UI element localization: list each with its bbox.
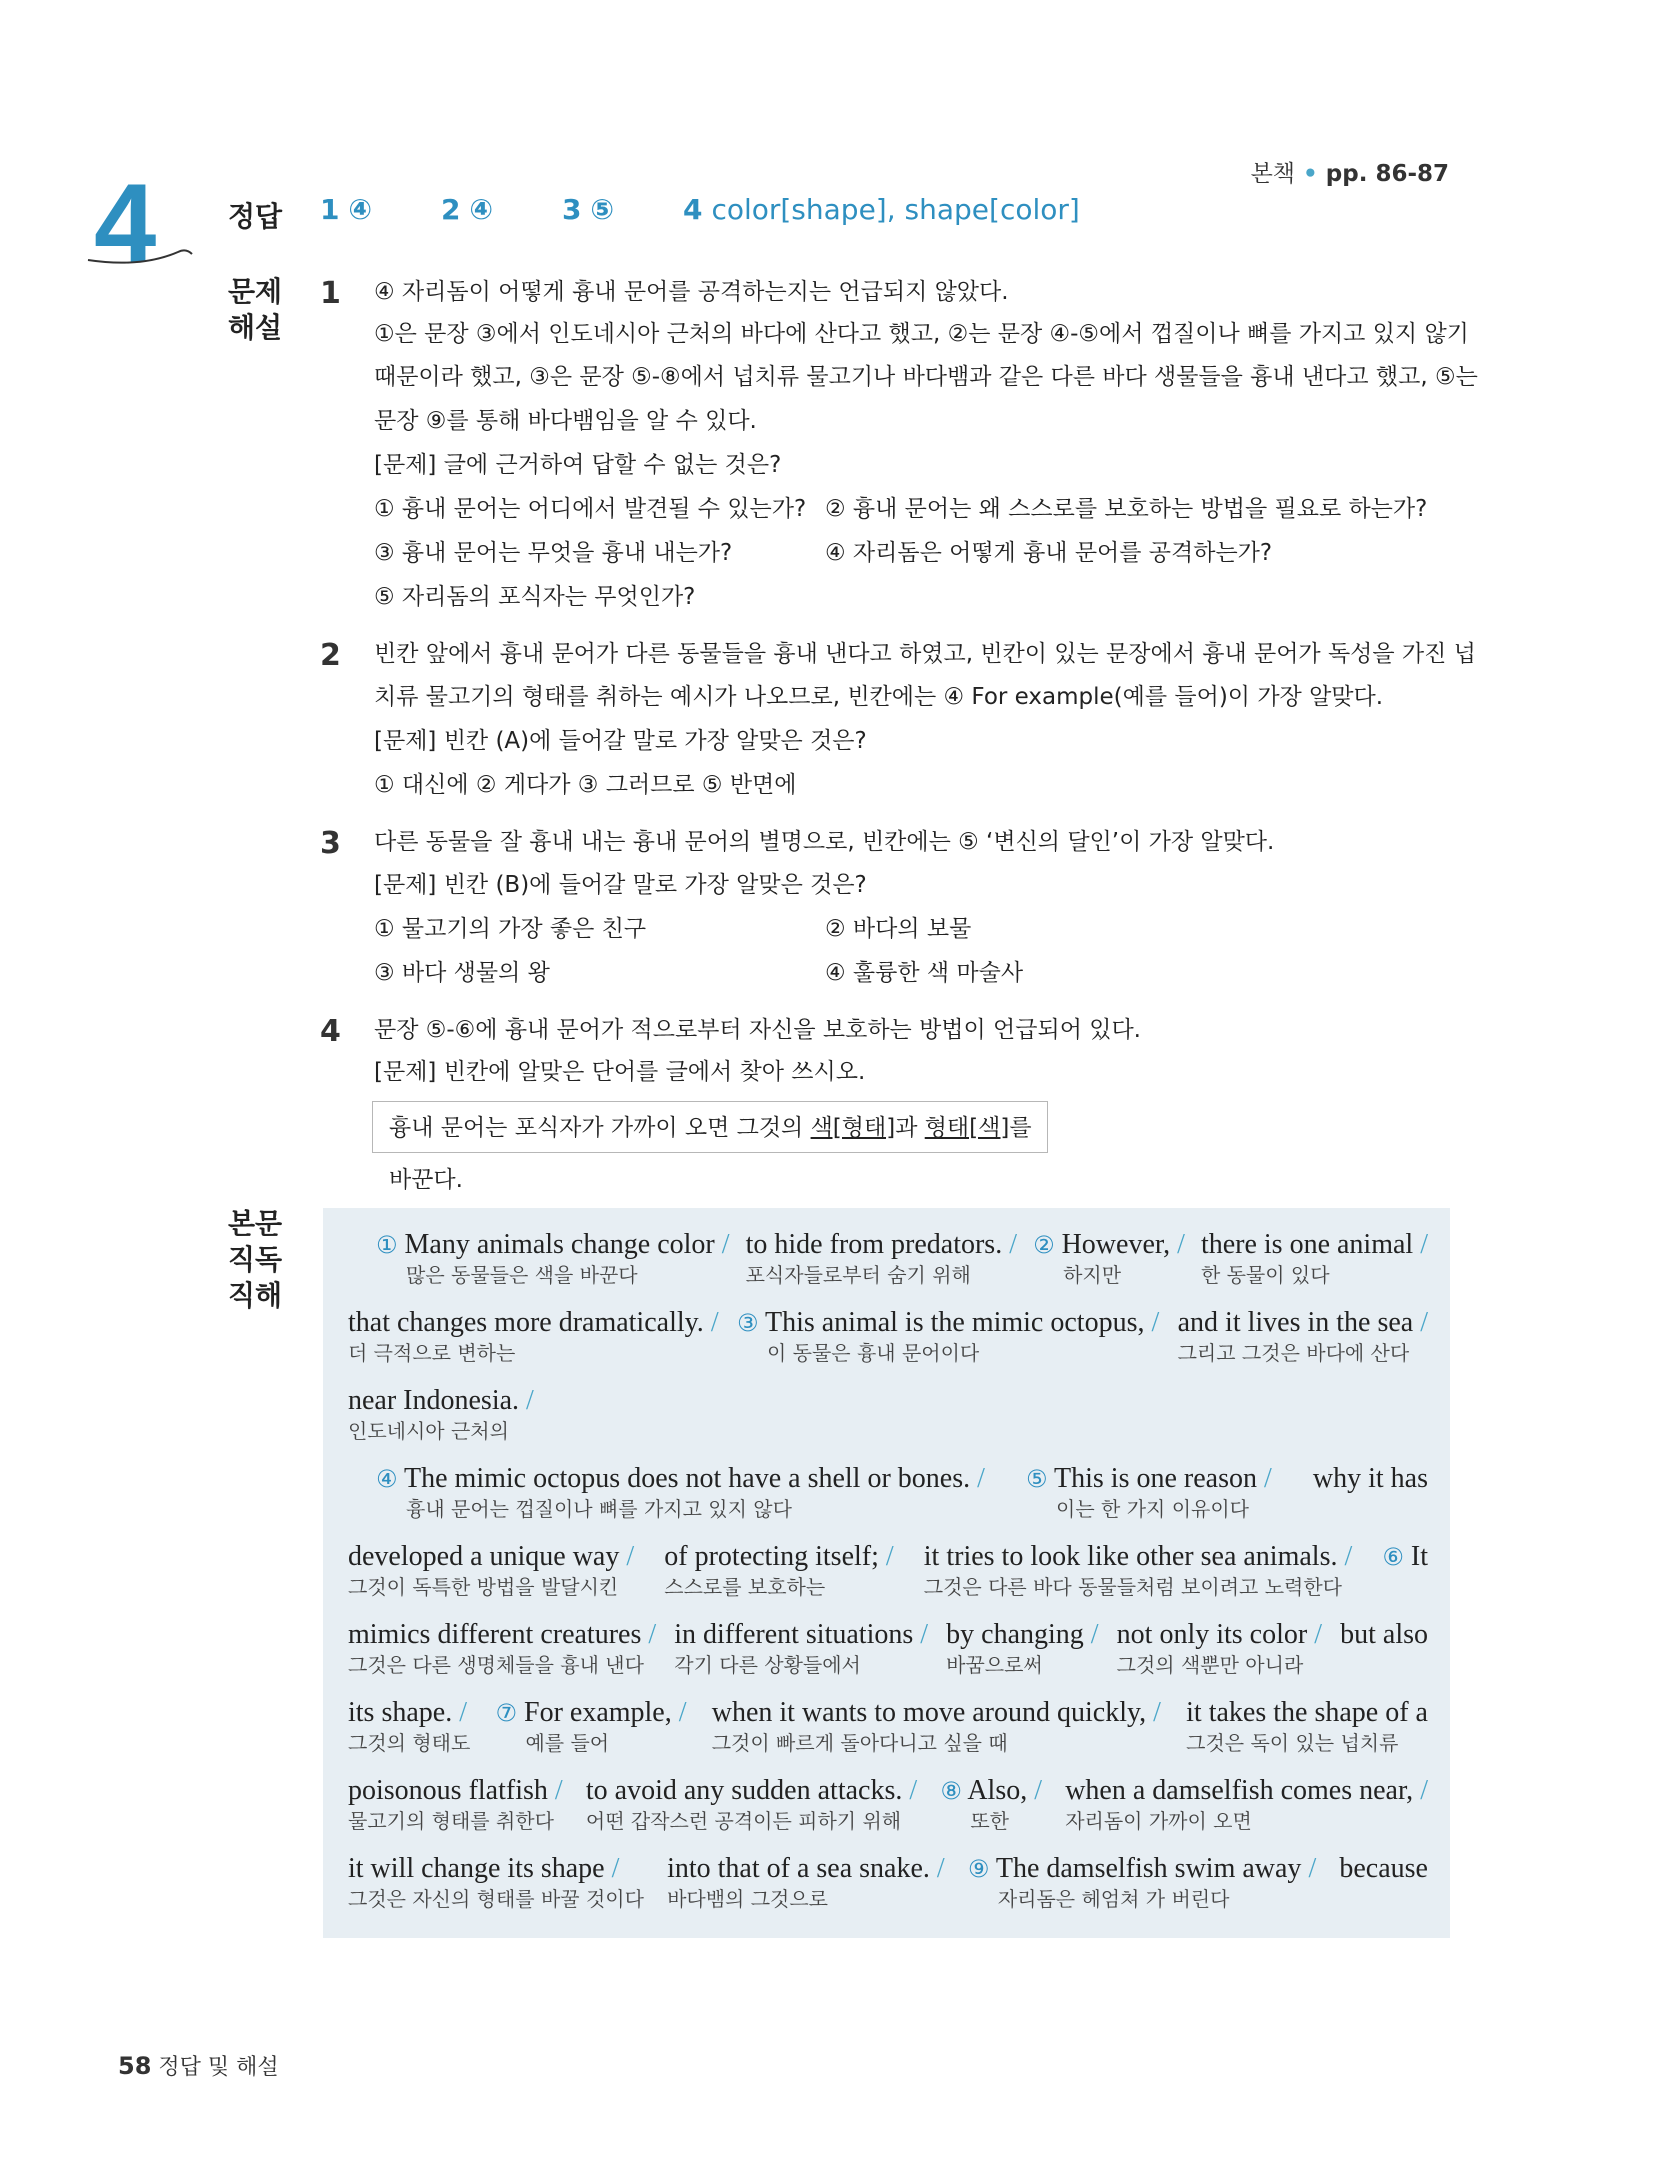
korean-translation: 예를 들어 — [525, 1731, 610, 1755]
answer-blank: 형태[색] — [924, 1115, 1010, 1141]
answer-blank: 색[형태] — [810, 1115, 896, 1141]
reading-chunk — [1178, 1306, 1428, 1366]
english-phrase: ① Many animals change color / — [376, 1229, 730, 1260]
option-item: ① 흉내 문어는 어디에서 발견될 수 있는가? — [374, 496, 807, 522]
english-phrase: poisonous flatfish / — [348, 1775, 563, 1806]
korean-translation: 자리돔은 헤엄쳐 가 버린다 — [997, 1887, 1230, 1911]
question-prompt: [문제] 빈칸 (A)에 들어갈 말로 가장 알맞은 것은? — [374, 728, 867, 754]
korean-translation: 자리돔이 가까이 오면 — [1065, 1809, 1252, 1833]
english-phrase: ⑥ It — [1382, 1541, 1428, 1572]
section-swoosh-decoration — [86, 238, 196, 268]
reading-chunk — [674, 1618, 928, 1678]
question-prompt: [문제] 빈칸 (B)에 들어갈 말로 가장 알맞은 것은? — [374, 872, 867, 898]
english-phrase: when a damselfish comes near, / — [1065, 1775, 1428, 1806]
question-number: 3 — [320, 826, 341, 861]
english-phrase: ⑨ The damselfish swim away / — [967, 1853, 1317, 1884]
korean-translation: 각기 다른 상황들에서 — [674, 1653, 861, 1677]
option-item: ④ 훌륭한 색 마술사 — [825, 960, 1024, 986]
english-phrase: by changing / — [946, 1619, 1099, 1650]
reading-line — [348, 1774, 1428, 1834]
reading-chunk — [1201, 1228, 1428, 1288]
korean-translation: 그것은 다른 생명체들을 흉내 낸다 — [348, 1653, 644, 1677]
reading-line — [348, 1618, 1428, 1678]
explanation-line: 문장 ⑨를 통해 바다뱀임을 알 수 있다. — [374, 408, 757, 434]
english-phrase: ⑤ This is one reason / — [1026, 1463, 1272, 1494]
korean-translation: 스스로를 보호하는 — [664, 1575, 826, 1599]
korean-translation: 그것이 독특한 방법을 발달시킨 — [348, 1575, 619, 1599]
reading-chunk — [586, 1774, 917, 1834]
chunk-slash: / — [1009, 1229, 1017, 1260]
english-phrase: ② However, / — [1033, 1229, 1185, 1260]
reading-line — [348, 1696, 1428, 1756]
reading-chunk — [348, 1852, 644, 1912]
reading-chunk — [348, 1540, 634, 1600]
english-phrase: developed a unique way / — [348, 1541, 635, 1572]
english-phrase: to hide from predators. / — [745, 1229, 1017, 1260]
sentence-number: ① — [376, 1231, 398, 1259]
page-ref-separator: • — [1303, 161, 1318, 187]
korean-translation: 그것의 색뿐만 아니라 — [1116, 1653, 1304, 1677]
reading-line — [348, 1540, 1428, 1600]
reading-chunk — [1340, 1618, 1428, 1678]
chunk-slash: / — [885, 1541, 894, 1572]
reading-chunk — [946, 1618, 1098, 1678]
reading-chunk — [1033, 1228, 1185, 1288]
reading-chunk — [1313, 1462, 1428, 1522]
reading-chunk — [348, 1618, 656, 1678]
english-phrase: not only its color / — [1116, 1619, 1322, 1650]
korean-translation: 하지만 — [1063, 1263, 1122, 1287]
chunk-slash: / — [554, 1775, 563, 1806]
chunk-slash: / — [721, 1229, 730, 1260]
korean-translation: 그것의 형태도 — [348, 1731, 471, 1755]
chunk-slash: / — [1177, 1229, 1185, 1260]
korean-translation: 그것은 독이 있는 넙치류 — [1186, 1731, 1399, 1755]
reading-chunk — [348, 1384, 534, 1444]
question-prompt: [문제] 빈칸에 알맞은 단어를 글에서 찾아 쓰시오. — [374, 1059, 866, 1085]
english-phrase: ⑦ For example, / — [495, 1697, 687, 1728]
reading-chunk — [712, 1696, 1161, 1756]
korean-translation: 그것은 자신의 형태를 바꿀 것이다 — [348, 1887, 644, 1911]
english-phrase: it will change its shape / — [348, 1853, 620, 1884]
chunk-slash: / — [1153, 1697, 1161, 1728]
chunk-slash: / — [710, 1307, 719, 1338]
korean-translation: 어떤 갑작스런 공격이든 피하기 위해 — [585, 1809, 902, 1833]
chunk-slash: / — [1308, 1853, 1317, 1884]
sentence-number: ⑥ — [1382, 1543, 1404, 1571]
reading-line — [348, 1852, 1428, 1912]
sentence-number: ⑦ — [495, 1699, 517, 1727]
korean-translation: 더 극적으로 변하는 — [348, 1341, 516, 1365]
korean-translation: 또한 — [970, 1809, 1009, 1833]
english-phrase: its shape. / — [348, 1697, 467, 1728]
sentence-number: ③ — [736, 1309, 759, 1337]
question-number: 4 — [320, 1014, 341, 1049]
sentence-number: ⑤ — [1026, 1465, 1048, 1493]
korean-translation: 이는 한 가지 이유이다 — [1056, 1497, 1249, 1521]
reading-chunk — [495, 1696, 686, 1756]
page-footer — [118, 2050, 279, 2081]
reading-line — [348, 1384, 1428, 1444]
answer-list — [320, 193, 1200, 226]
section-number: 4 — [94, 161, 157, 286]
chunk-slash: / — [648, 1619, 657, 1650]
chunk-slash: / — [1420, 1307, 1428, 1338]
english-phrase: in different situations / — [674, 1619, 929, 1650]
english-phrase: because — [1339, 1853, 1428, 1884]
english-phrase: to avoid any sudden attacks. / — [585, 1775, 918, 1806]
chunk-slash: / — [1420, 1775, 1428, 1806]
answer-item: 4 color[shape], shape[color] — [683, 193, 1080, 226]
chunk-slash: / — [977, 1463, 985, 1494]
option-item: ③ 흉내 문어는 무엇을 흉내 내는가? — [374, 540, 733, 566]
chunk-slash: / — [526, 1385, 534, 1416]
reading-line — [376, 1462, 1428, 1522]
chunk-slash: / — [626, 1541, 635, 1572]
chunk-slash: / — [1344, 1541, 1353, 1572]
korean-translation: 그리고 그것은 바다에 산다 — [1177, 1341, 1410, 1365]
reading-line — [348, 1306, 1428, 1366]
footer-title: 정답 및 해설 — [158, 2055, 279, 2080]
reading-chunk — [348, 1696, 470, 1756]
question-prompt: [문제] 글에 근거하여 답할 수 없는 것은? — [374, 452, 782, 478]
reading-chunk — [376, 1462, 985, 1522]
english-phrase: of protecting itself; / — [664, 1541, 894, 1572]
sentence-number: ⑨ — [967, 1855, 990, 1883]
english-phrase: it tries to look like other sea animals. / — [923, 1541, 1353, 1572]
answer-box: 흉내 문어는 포식자가 가까이 오면 그것의 색[형태]과 형태[색]를 바꾼다. — [372, 1101, 1048, 1153]
explanation-line: 치류 물고기의 형태를 취하는 예시가 나오므로, 빈칸에는 ④ For example(예를 들어)이 가장 알맞다. — [374, 684, 1384, 710]
reading-chunk — [737, 1306, 1159, 1366]
reading-chunk — [1186, 1696, 1428, 1756]
korean-translation: 흉내 문어는 껍질이나 뼈를 가지고 있지 않다 — [406, 1497, 792, 1521]
korean-translation: 포식자들로부터 숨기 위해 — [745, 1263, 971, 1287]
english-phrase: there is one animal / — [1200, 1229, 1428, 1260]
sentence-number: ④ — [376, 1465, 398, 1493]
chunk-slash: / — [1420, 1229, 1428, 1260]
page-reference — [1251, 155, 1449, 188]
english-phrase: but also — [1340, 1619, 1428, 1650]
answer-item: 3 ⑤ — [562, 193, 615, 226]
explanation-line: 문장 ⑤-⑥에 흉내 문어가 적으로부터 자신을 보호하는 방법이 언급되어 있다. — [374, 1017, 1141, 1043]
korean-translation: 이 동물은 흉내 문어이다 — [766, 1341, 980, 1365]
reading-chunk — [376, 1228, 730, 1288]
answer-item: 1 ④ — [320, 193, 373, 226]
option-item: ① 물고기의 가장 좋은 친구 — [374, 916, 647, 942]
reading-chunk — [746, 1228, 1017, 1288]
reading-line — [376, 1228, 1428, 1288]
reading-chunk — [1026, 1462, 1272, 1522]
korean-translation: 바다뱀의 그것으로 — [667, 1887, 828, 1911]
korean-translation: 물고기의 형태를 취한다 — [348, 1809, 554, 1833]
chunk-slash: / — [1151, 1307, 1160, 1338]
chunk-slash: / — [611, 1853, 620, 1884]
answer-item: 2 ④ — [441, 193, 494, 226]
option-item: ② 바다의 보물 — [825, 916, 972, 942]
english-phrase: ④ The mimic octopus does not have a shell or bones. / — [376, 1463, 985, 1494]
chunk-slash: / — [936, 1853, 945, 1884]
chunk-slash: / — [909, 1775, 918, 1806]
english-phrase: mimics different creatures / — [348, 1619, 657, 1650]
english-phrase: that changes more dramatically. / — [348, 1307, 719, 1338]
reading-chunk — [1382, 1540, 1428, 1600]
explanation-label: 문제 해설 — [228, 275, 283, 344]
chunk-slash: / — [1314, 1619, 1322, 1650]
korean-translation: 한 동물이 있다 — [1200, 1263, 1330, 1287]
english-phrase: into that of a sea snake. / — [667, 1853, 945, 1884]
sentence-number: ⑧ — [940, 1777, 962, 1805]
english-phrase: near Indonesia. / — [348, 1385, 534, 1416]
explanation-line: 때문이라 했고, ③은 문장 ⑤-⑧에서 넙치류 물고기나 바다뱀과 같은 다른 바다 생물들을 흉내 낸다고 했고, ⑤는 — [374, 364, 1478, 390]
reading-chunk — [1065, 1774, 1428, 1834]
option-item: ② 흉내 문어는 왜 스스로를 보호하는 방법을 필요로 하는가? — [825, 496, 1428, 522]
chunk-slash: / — [1090, 1619, 1099, 1650]
option-item: ⑤ 자리돔의 포식자는 무엇인가? — [374, 584, 696, 610]
chunk-slash: / — [459, 1697, 467, 1728]
sentence-number: ② — [1033, 1231, 1055, 1259]
reading-chunk — [664, 1540, 893, 1600]
reading-chunk — [348, 1774, 563, 1834]
explanation-line: 다른 동물을 잘 흉내 내는 흉내 문어의 별명으로, 빈칸에는 ⑤ ‘변신의 달인’이 가장 알맞다. — [374, 829, 1275, 855]
chunk-slash: / — [1034, 1775, 1042, 1806]
question-number: 2 — [320, 638, 341, 673]
option-list: ① 대신에 ② 게다가 ③ 그러므로 ⑤ 반면에 — [374, 772, 797, 798]
korean-translation: 그것이 빠르게 돌아다니고 싶을 때 — [711, 1731, 1008, 1755]
explanation-line: ④ 자리돔이 어떻게 흉내 문어를 공격하는지는 언급되지 않았다. — [374, 279, 1009, 305]
page-number: 58 — [118, 2052, 152, 2080]
reading-chunk — [940, 1774, 1042, 1834]
page-ref-book: 본책 — [1250, 161, 1296, 187]
english-phrase: when it wants to move around quickly, / — [711, 1697, 1161, 1728]
chunk-slash: / — [678, 1697, 687, 1728]
reading-chunk — [924, 1540, 1352, 1600]
chunk-slash: / — [1263, 1463, 1272, 1494]
reading-chunk — [1117, 1618, 1322, 1678]
english-phrase: why it has — [1312, 1463, 1428, 1494]
reading-chunk — [968, 1852, 1316, 1912]
explanation-line: ①은 문장 ③에서 인도네시아 근처의 바다에 산다고 했고, ②는 문장 ④-⑤에서 껍질이나 뼈를 가지고 있지 않기 — [374, 321, 1469, 347]
reading-label: 본문 직독 직해 — [228, 1207, 283, 1312]
korean-translation: 인도네시아 근처의 — [348, 1419, 509, 1443]
reading-chunk — [1339, 1852, 1428, 1912]
answer-label: 정답 — [228, 200, 283, 233]
option-item: ③ 바다 생물의 왕 — [374, 960, 550, 986]
option-item: ④ 자리돔은 어떻게 흉내 문어를 공격하는가? — [825, 540, 1273, 566]
korean-translation: 많은 동물들은 색을 바꾼다 — [406, 1263, 638, 1287]
english-phrase: ⑧ Also, / — [940, 1775, 1042, 1806]
korean-translation: 바꿈으로써 — [946, 1653, 1043, 1677]
chunk-slash: / — [920, 1619, 929, 1650]
english-phrase: and it lives in the sea / — [1177, 1307, 1428, 1338]
question-number: 1 — [320, 276, 341, 311]
korean-translation: 그것은 다른 바다 동물들처럼 보이려고 노력한다 — [923, 1575, 1342, 1599]
reading-chunk — [348, 1306, 719, 1366]
reading-chunk — [667, 1852, 945, 1912]
english-phrase: ③ This animal is the mimic octopus, / — [736, 1307, 1160, 1338]
page-ref-pages: pp. 86-87 — [1325, 161, 1449, 187]
explanation-line: 빈칸 앞에서 흉내 문어가 다른 동물들을 흉내 낸다고 하였고, 빈칸이 있는 문장에서 흉내 문어가 독성을 가진 넙 — [374, 641, 1476, 667]
english-phrase: it takes the shape of a — [1186, 1697, 1428, 1728]
